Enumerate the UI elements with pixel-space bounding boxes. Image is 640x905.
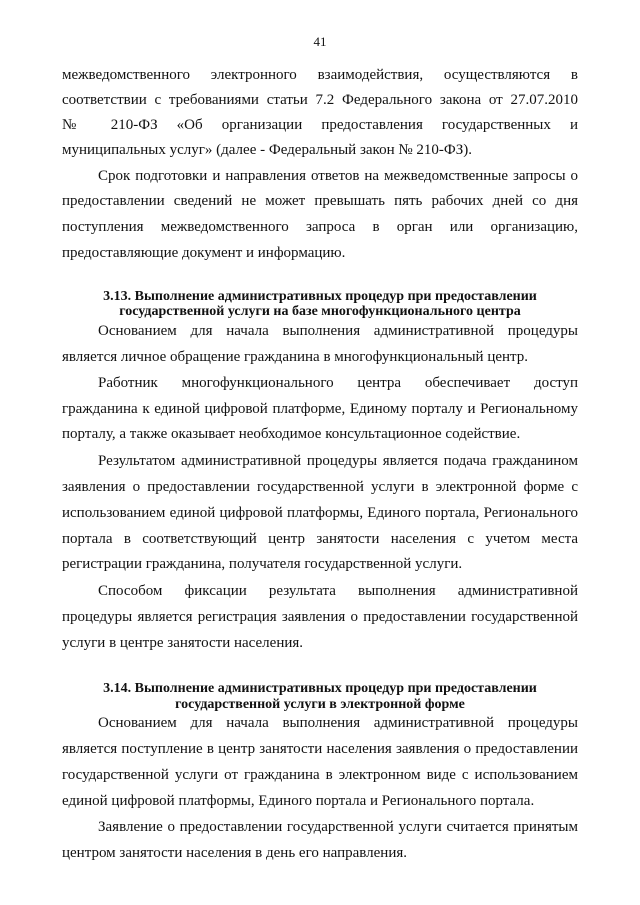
text-line: услуги в центре занятости населения. (62, 635, 304, 651)
text-line: портала в соответствующий центр занятости населения с учетом места (62, 531, 578, 547)
text-line: регистрации гражданина, получателя государственной услуги. (62, 556, 463, 572)
text-line: Основанием для начала выполнения административной процедуры (98, 323, 578, 339)
text-line: государственной услуги от гражданина в электронном виде с использованием (62, 767, 578, 783)
heading-line: государственной услуги в электронной форме (175, 697, 465, 712)
text-line: поступления межведомственного запроса в орган или организацию, (62, 219, 578, 235)
text-line: порталу, а также оказывает необходимое консультационное содействие. (62, 426, 521, 442)
text-line: является поступление в центр занятости населения заявления о предоставлении (62, 741, 578, 757)
page-number: 41 (313, 34, 327, 49)
text-line: Срок подготовки и направления ответов на межведомственные запросы о (98, 168, 578, 184)
heading-line: 3.14. Выполнение административных процедур при предоставлении (103, 681, 537, 696)
text-line: единой цифровой платформы, Единого портала и Регионального портала. (62, 793, 535, 809)
text-line: предоставлении сведений не может превышать пять рабочих дней со дня (62, 193, 578, 209)
text-line: межведомственного электронного взаимодействия, осуществляются в (62, 67, 578, 83)
text-line: использованием единой цифровой платформы, Единого портала, Регионального (62, 505, 578, 521)
heading-line: государственной услуги на базе многофункционального центра (119, 304, 521, 319)
heading-line: 3.13. Выполнение административных процедур при предоставлении (103, 289, 537, 304)
text-line: заявления о предоставлении государственной услуги в электронной форме с (62, 479, 578, 495)
text-line: является личное обращение гражданина в многофункциональный центр. (62, 349, 529, 365)
text-line: соответствии с требованиями статьи 7.2 Федерального закона от 27.07.2010 (62, 92, 578, 108)
text-line: Работник многофункционального центра обеспечивает доступ (98, 375, 578, 391)
text-line: Способом фиксации результата выполнения административной (98, 583, 578, 599)
text-line: гражданина к единой цифровой платформе, Единому порталу и Региональному (62, 401, 578, 417)
text-line: процедуры является регистрация заявления о предоставлении государственной (62, 609, 578, 625)
text-line: предоставляющие документ и информацию. (62, 245, 346, 261)
text-line: муниципальных услуг» (далее - Федеральный закон № 210-ФЗ). (62, 142, 473, 158)
text-line: центром занятости населения в день его направления. (62, 845, 407, 861)
text-line: Основанием для начала выполнения административной процедуры (98, 715, 578, 731)
text-line: № 210-ФЗ «Об организации предоставления государственных и (62, 117, 578, 133)
text-line: Результатом административной процедуры является подача гражданином (98, 453, 578, 469)
text-line: Заявление о предоставлении государственной услуги считается принятым (98, 819, 578, 835)
